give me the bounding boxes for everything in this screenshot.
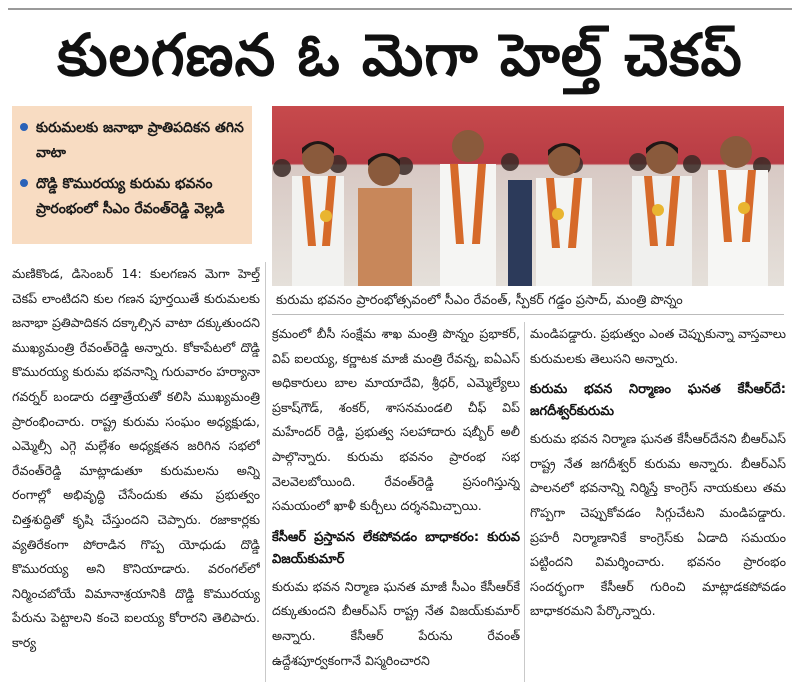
column-divider	[265, 262, 266, 682]
photo-caption: కురుమ భవనం ప్రారంభోత్సవంలో సీఎం రేవంత్‌, స్పీకర్‌ గడ్డం ప్రసాద్‌, మంత్రి పొన్నం	[276, 293, 683, 308]
caption-rule	[272, 314, 784, 315]
article-column-2	[272, 322, 520, 684]
article-paragraph: మణికొండ, డిసెంబర్‌ 14: కులగణన మెగా హెల్త్‌ చెకప్‌ లాంటిదని కుల గణన పూర్తయితే కురుమలకు జనాభా ప్రతిపాదికన దక్కాల్సిన వాటా దక్కుతుందని ముఖ్యమంత్రి రేవంత్‌రెడ్డి అన్నారు. కోకాపేటలో దొడ్డి కొమురయ్య కురుమ భవనాన్ని గురువారం హర్యానా గవర్నర్‌ బండారు దత్తాత్రేయతో కలిసి ముఖ్యమంత్రి ప్రారంభించారు. రాష్ట్ర కురుమ సంఘం అధ్యక్షుడు, ఎమ్మెల్సీ ఎగ్గె మల్లేశం అధ్యక్షతన జరిగిన సభలో రేవంత్‌రెడ్డి మాట్లాడుతూ కురుమలను అన్ని రంగాల్లో అభివృద్ధి చేసేందుకు తమ ప్రభుత్వం చిత్తశుద్ధితో కృషి చేస్తుందని చెప్పారు. రజాకార్లకు వ్యతిరేకంగా పోరాడిన గొప్ప యోధుడు దొడ్డి కొమురయ్య అని కొనియాడారు. వరంగల్‌లో నిర్మించబోయే విమానాశ్రయానికి దొడ్డి కొమురయ్య పేరును పెట్టాలని కంచె ఐలయ్య కోరారని తెలిపారు. కార్య	[12, 266, 260, 650]
highlight-item	[20, 172, 244, 222]
column-divider	[524, 322, 525, 682]
article-paragraph: కురుమ భవన నిర్మాణ ఘనత మాజీ సీఎం కేసీఆర్‌కే దక్కుతుందని బీఆర్‌ఎస్‌ రాష్ట్ర నేత విజయ్‌కుమార్‌ అన్నారు. కేసీఆర్‌ పేరును రేవంత్‌ ఉద్దేశపూర్వకంగానే విస్మరించారని	[272, 578, 520, 668]
subheading: కేసీఆర్‌ ప్రస్తావన లేకపోవడం బాధాకరం: కురువ విజయ్‌కుమార్‌	[272, 529, 520, 567]
highlight-item	[20, 116, 244, 166]
bullet-icon	[20, 123, 28, 131]
news-photo	[272, 106, 784, 286]
highlights-box	[12, 106, 252, 244]
headline: కులగణన ఓ మెగా హెల్త్‌ చెకప్‌	[57, 21, 743, 89]
article-paragraph: మండిపడ్డారు. ప్రభుత్వం ఎంత చెప్పుకున్నా వాస్తవాలు కురుమలకు తెలుసని అన్నారు.	[530, 326, 786, 366]
bullet-icon	[20, 179, 28, 187]
article-column-3	[530, 322, 786, 684]
article-column-1	[12, 262, 260, 682]
article-paragraph: క్రమంలో బీసీ సంక్షేమ శాఖ మంత్రి పొన్నం ప్రభాకర్‌, విప్‌ ఐలయ్య, కర్ణాటక మాజీ మంత్రి రేవన్న, ఐఏఎస్‌ అధికారులు బాల మాయాదేవి, శ్రీధర్‌, ఎమ్మెల్యేలు ప్రకాష్‌గౌడ్‌, శంకర్‌, శాసనమండలి చీఫ్‌ విప్‌ మహేందర్‌ రెడ్డి, ప్రభుత్వ సలహాదారు షబ్బీర్‌ అలీ పాల్గొన్నారు. కురుమ భవనం ప్రారంభ సభ వెలవెలబోయింది. రేవంత్‌రెడ్డి ప్రసంగిస్తున్న సమయంలో ఖాళీ కుర్చీలు దర్శనమిచ్చాయి.	[272, 326, 520, 514]
subheading: కురుమ భవన నిర్మాణం ఘనత కేసీఆర్‌దే: జగదీశ్వర్‌కురుమ	[530, 382, 786, 420]
top-rule	[8, 8, 792, 10]
highlight-text: దొడ్డి కొమురయ్య కురుమ భవనం ప్రారంభంలో సీఎం రేవంత్‌రెడ్డి వెల్లడి	[36, 176, 225, 217]
photo-illustration	[272, 106, 784, 286]
highlight-text: కురుమలకు జనాభా ప్రాతిపదికన తగిన వాటా	[36, 120, 244, 161]
article-paragraph: కురుమ భవన నిర్మాణ ఘనత కేసీఆర్‌దేనని బీఆర్‌ఎస్‌ రాష్ట్ర నేత జగదీశ్వర్‌ కురుమ అన్నారు. బీఆర్‌ఎస్‌ పాలనలో భవనాన్ని నిర్మిస్తే కాంగ్రెస్‌ నాయకులు తమ గొప్పగా చెప్పుకోవడం సిగ్గుచేటని మండిపడ్డారు. ప్రహరీ నిర్మాణానికే కాంగ్రెస్‌కు ఏడాది సమయం పట్టిందని విమర్శించారు. భవనం ప్రారంభం సందర్భంగా కేసీఆర్‌ గురించి మాట్లాడకపోవడం బాధాకరమని పేర్కొన్నారు.	[530, 431, 786, 619]
